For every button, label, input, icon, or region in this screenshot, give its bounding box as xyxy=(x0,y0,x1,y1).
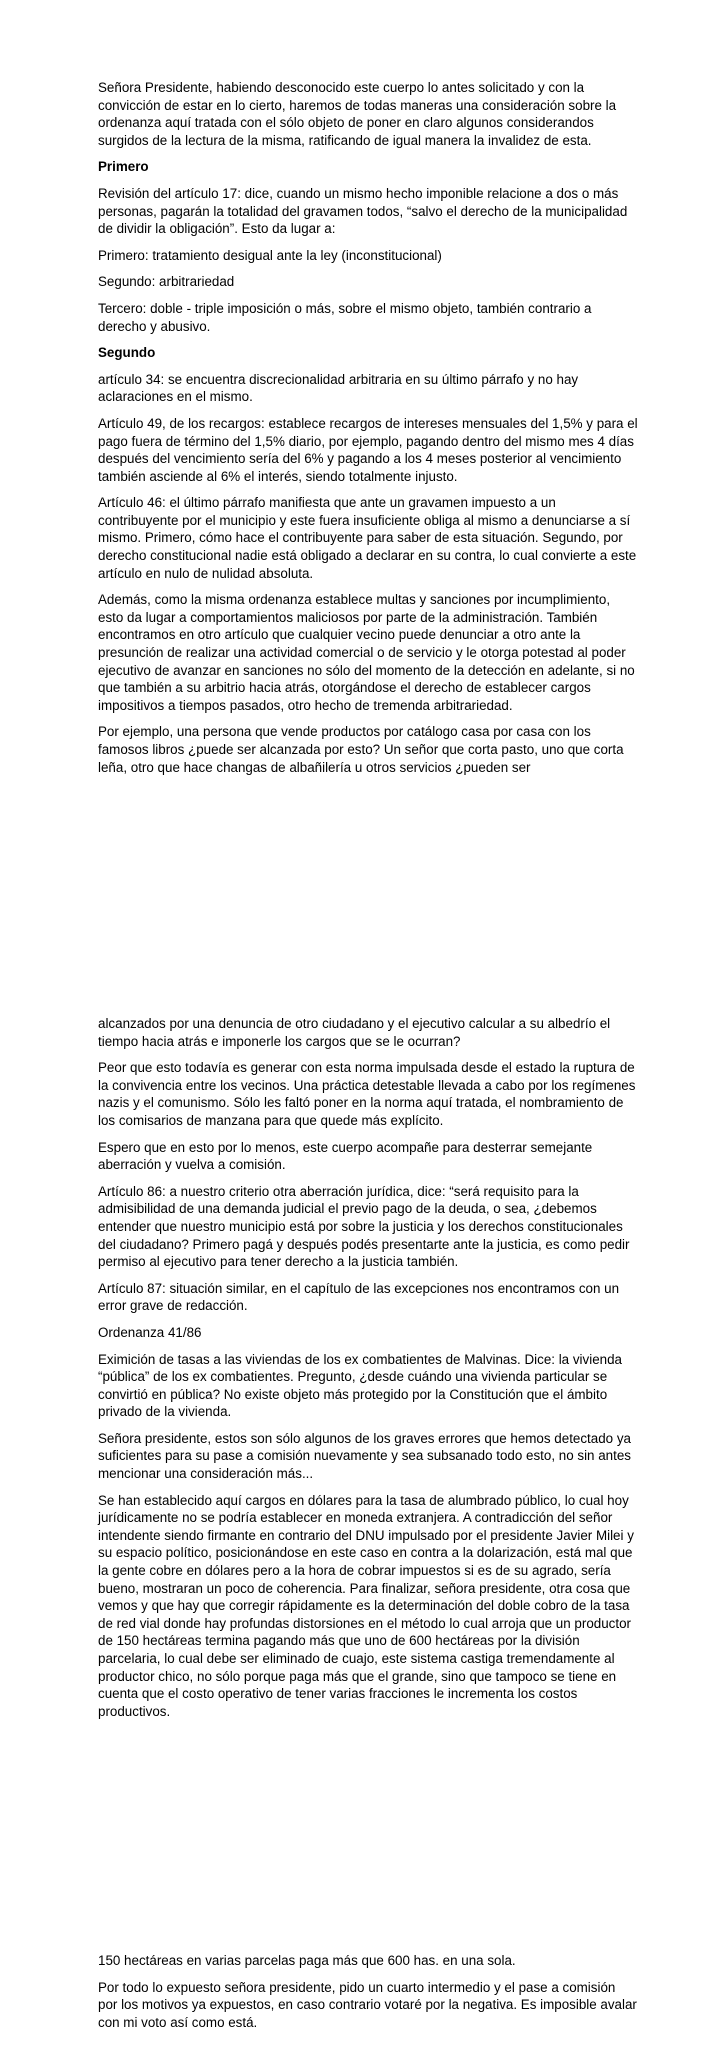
heading-segundo: Segundo xyxy=(98,345,156,361)
paragraph-convivencia: Peor que esto todavía es generar con esta norma impulsada desde el estado la ruptura de la convivencia entre los vecinos. Una práctica detestable llevada a cabo por los regímenes nazis y el comunismo. Sólo les faltó poner en la norma aquí tratada, el nombramiento de los comisarios de manzana para que quede más explícito. xyxy=(98,1060,636,1128)
paragraph-item-tercero: Tercero: doble - triple imposición o más, sobre el mismo objeto, también contrario a derecho y abusivo. xyxy=(98,300,592,334)
paragraph-errores-graves: Señora presidente, estos son sólo algunos de los graves errores que hemos detectado ya suficientes para su pase a comisión nuevamente y sea subsanado todo esto, no sin antes mencionar una consideración más... xyxy=(98,1430,631,1482)
paragraph-articulo-34: artículo 34: se encuentra discrecionalidad arbitraria en su último párrafo y no hay aclaraciones en el mismo. xyxy=(98,371,579,405)
paragraph-articulo-86: Artículo 86: a nuestro criterio otra aberración jurídica, dice: “será requisito para la admisibilidad de una demanda judicial el previo pago de la deuda, o sea, ¿debemos entender que nuestro municipio está por sobre la justicia y los derechos constitucionales del ciudadano? Primero pagá y después podés presentarte ante la justicia, es como pedir permiso al ejecutivo para tener derecho a la justicia también. xyxy=(98,1183,630,1270)
paragraph-ejemplo: Por ejemplo, una persona que vende productos por catálogo casa por casa con los famosos libros ¿puede ser alcanzada por esto? Un señor que corta pasto, uno que corta leña, otro que hace changas de albañilería u otros servicios ¿pueden ser xyxy=(98,724,624,775)
paragraph-articulo-17: Revisión del artículo 17: dice, cuando un mismo hecho imponible relacione a dos o más personas, pagarán la totalidad del gravamen todos, “salvo el derecho de la municipalidad de dividir la obligación”. Esto da lugar a: xyxy=(98,185,628,237)
paragraph-malvinas: Eximición de tasas a las viviendas de los ex combatientes de Malvinas. Dice: la vivienda “pública” de los ex combatientes. Pregunto, ¿desde cuándo una vivienda particular se convirtió en pública? No existe objeto más protegido por la Constitución que el ámbito privado de la vivienda. xyxy=(98,1351,622,1420)
heading-primero: Primero xyxy=(98,159,149,175)
paragraph-dolares-red-vial: Se han establecido aquí cargos en dólares para la tasa de alumbrado público, lo cual hoy jurídicamente no se podría establecer en moneda extranjera. A contradicción del señor intendente siendo firmante en contrario del DNU impulsado por el presidente Javier Milei y su espacio político, posicionándose en este caso en contra a la dolarización, está mal que la gente cobre en dólares pero a la hora de cobrar impuestos si es de su agrado, sería bueno, mostraran un poco de coherencia. Para finalizar, señora presidente, otra cosa que vemos y que hay que corregir rápidamente es la determinación del doble cobro de la tasa de red vial donde hay profundas distorsiones en el método lo cual arroja que un productor de 150 hectáreas termina pagando más que uno de 600 hectáreas por la división parcelaria, lo cual debe ser eliminado de cuajo, este sistema castiga tremendamente al productor chico, no sólo porque paga más que el grande, sino que tampoco se tiene en cuenta que el costo operativo de tener varias fracciones le incrementa los costos productivos. xyxy=(98,1492,634,1719)
page-1-text xyxy=(98,79,638,785)
paragraph-item-primero: Primero: tratamiento desigual ante la ley (inconstitucional) xyxy=(98,247,442,263)
page-2-text xyxy=(98,1015,638,1729)
paragraph-espero: Espero que en esto por lo menos, este cuerpo acompañe para desterrar semejante aberración y vuelva a comisión. xyxy=(98,1139,593,1173)
paragraph-ordenanza-41-86: Ordenanza 41/86 xyxy=(98,1324,202,1340)
paragraph-continuacion: alcanzados por una denuncia de otro ciudadano y el ejecutivo calcular a su albedrío el tiempo hacia atrás e imponerle los cargos que se le ocurran? xyxy=(98,1016,611,1049)
paragraph-articulo-49: Artículo 49, de los recargos: establece recargos de intereses mensuales del 1,5% y para el pago fuera de término del 1,5% diario, por ejemplo, pagando dentro del mismo mes 4 días después del vencimiento sería del 6% y pagando a los 4 meses posterior al vencimiento también asciende al 6% el interés, siendo totalmente injusto. xyxy=(98,415,638,484)
paragraph-hectareas: 150 hectáreas en varias parcelas paga más que 600 has. en una sola. xyxy=(98,1953,516,1968)
paragraph-intro: Señora Presidente, habiendo desconocido este cuerpo lo antes solicitado y con la convicción de estar en lo cierto, haremos de todas maneras una consideración sobre la ordenanza aquí tratada con el sólo objeto de poner en claro algunos considerandos surgidos de la lectura de la misma, ratificando de igual manera la invalidez de esta. xyxy=(98,80,617,148)
page-3-text xyxy=(98,1952,638,2040)
paragraph-conclusion: Por todo lo expuesto señora presidente, pido un cuarto intermedio y el pase a comisión por los motivos ya expuestos, en caso contrario votaré por la negativa. Es imposible avalar con mi voto así como está. xyxy=(98,1979,637,2030)
paragraph-item-segundo: Segundo: arbitrariedad xyxy=(98,274,235,290)
paragraph-articulo-46: Artículo 46: el último párrafo manifiesta que ante un gravamen impuesto a un contribuyente por el municipio y este fuera insuficiente obliga al mismo a denunciarse a sí mismo. Primero, cómo hace el contribuyente para saber de esta situación. Segundo, por derecho constitucional nadie está obligado a declarar en su contra, lo cual convierte a este artículo en nulo de nulidad absoluta. xyxy=(98,495,637,581)
paragraph-articulo-87: Artículo 87: situación similar, en el capítulo de las excepciones nos encontramos con un error grave de redacción. xyxy=(98,1280,620,1314)
paragraph-multas-sanciones: Además, como la misma ordenanza establece multas y sanciones por incumplimiento, esto da lugar a comportamientos maliciosos por parte de la administración. También encontramos en otro artículo que cualquier vecino puede denunciar a otro ante la presunción de realizar una actividad comercial o de servicio y le otorga potestad al poder ejecutivo de avanzar en sanciones no sólo del momento de la detección en adelante, si no que también a su arbitrio hacia atrás, otorgándose el derecho de establecer cargos impositivos a tiempos pasados, otro hecho de tremenda arbitrariedad. xyxy=(98,592,635,713)
